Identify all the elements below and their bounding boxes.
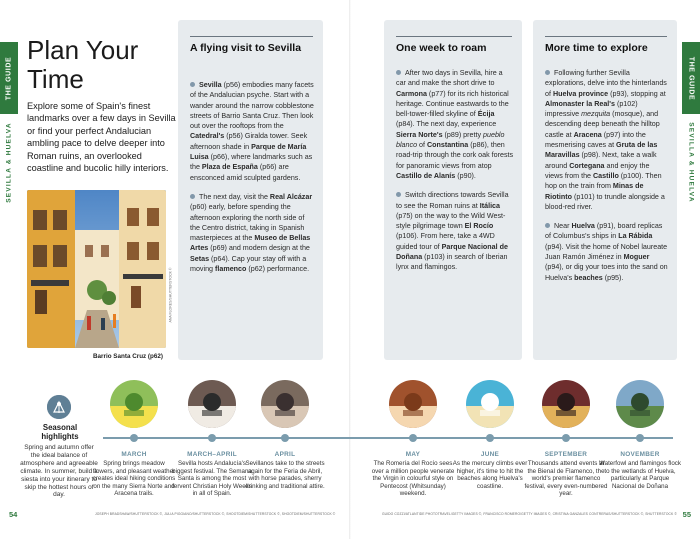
timeline-photo — [466, 380, 514, 428]
bullet-icon — [396, 70, 401, 75]
place-name: Huelva — [571, 222, 595, 231]
place-name: Huelva province — [552, 89, 609, 98]
place-name: Plaza de España — [201, 163, 258, 172]
text-run: (p89) pretty — [442, 130, 484, 139]
guide-tab-label: THE GUIDE — [5, 56, 13, 100]
timeline-photo — [616, 380, 664, 428]
panel-one-week — [384, 20, 522, 360]
timeline-photo — [542, 380, 590, 428]
bullet-icon — [545, 223, 550, 228]
guide-tab-right — [682, 42, 700, 114]
place-name: Catedral's — [190, 132, 225, 141]
seasonal-highlights-text: Spring and autumn offer the ideal balance of atmosphere and agreeable climate. In summer, build a siesta into your itinerary to skip the hottest hours of day. — [20, 444, 98, 499]
timeline-description: Sevillanos take to the streets again for the Feria de Abril, with horse parades, sherry drinking and traditional attire. — [245, 460, 325, 490]
text-run: pueblo blanco — [396, 130, 505, 150]
place-name: Écija — [477, 110, 495, 119]
street-illustration — [27, 190, 166, 348]
place-name: Aracena — [573, 130, 602, 139]
text-run: (p86), then road-trip through the cork oak forests for panoramic views from atop — [396, 141, 514, 170]
text-run: (p75) on the way to the Wild West-style pilgrimage town — [396, 211, 506, 231]
text-run: (p97) into the mesmerising caves at — [545, 130, 646, 150]
timeline-description: As the mercury climbs ever higher, it's time to hit the beaches along Huelva's coastline. — [452, 460, 528, 490]
page-number-right: 55 — [682, 510, 691, 519]
intro-text: Explore some of Spain's finest landmarks over a few days in Sevilla or find your perfect Andalucian ambling pace to delve deeper into Roman ruins, an overlooked coastline and bucolic hilly interiors. — [27, 101, 176, 174]
text-run: (p91), board replicas of Columbus's ships in — [545, 222, 663, 241]
timeline-description: Waterfowl and flamingos flock to the wetlands of Huelva, particularly at Parque Nacional de Doñana — [599, 460, 681, 490]
text-run: (p69) and modern design at the — [208, 244, 310, 253]
text-run: (p98). Next, take a walk around — [545, 151, 657, 170]
timeline-line — [103, 437, 673, 439]
panel-flying-visit — [178, 20, 323, 360]
text-run: (p102) impressive — [545, 99, 638, 119]
bullet-icon — [190, 82, 195, 87]
panel-paragraph — [190, 192, 315, 274]
text-run: Near — [554, 222, 572, 231]
text-run: (p60) early, before spending the afternoon exploring the north side of the Centro district, taking in Spanish masterpieces at the — [190, 203, 305, 243]
text-run: (p66) are ensconced amid sculpted gardens. — [190, 163, 301, 182]
place-name: Sevilla — [199, 81, 222, 89]
guide-tab-right-label: THE GUIDE — [687, 56, 695, 100]
text-run: (mosque), and descending deep beneath the hilltop castle at — [545, 110, 660, 139]
timeline-month: MAY — [405, 451, 421, 458]
timeline-photo — [188, 380, 236, 428]
photo-credits-left: JOSEPH BRADSHAW/SHUTTERSTOCK ©, JULIA PIGGIANO/SHUTTERSTOCK ©, SHOOTDIEM/SHUTTERSTOCK ©, SHOOTDIEM/SHUTTERSTOCK © — [95, 512, 336, 516]
page-number-left: 54 — [9, 510, 18, 519]
panel-heading: More time to explore — [545, 36, 667, 55]
panel-paragraph — [545, 221, 669, 283]
timeline-description: The Romería del Rocío sees over a million people venerate the Virgin in colourful style on Pentecost (Whitsunday) weekend. — [371, 460, 455, 498]
photo-credit — [167, 250, 175, 340]
text-run: (p66), where landmarks such as the — [190, 153, 313, 172]
timeline-marker — [636, 434, 644, 442]
text-run: (p93), stopping at — [608, 89, 666, 98]
place-name: Castillo — [593, 171, 619, 180]
timeline-description: Thousands attend events at the Bienal de Flamenco, the world's premier flamenco festival, every even-numbered year. — [524, 460, 608, 498]
text-run: mezquita — [581, 110, 611, 119]
sunflower-icon — [47, 395, 71, 419]
place-name: Parque de María Luisa — [190, 142, 307, 162]
region-tab-right — [684, 122, 698, 203]
place-name: Museo de Bellas Artes — [190, 234, 311, 253]
timeline-marker — [281, 434, 289, 442]
text-run: (p56) Giralda tower. Seek afternoon shade in — [190, 132, 308, 151]
timeline-month: APRIL — [274, 451, 296, 458]
timeline-photo — [389, 380, 437, 428]
panel-body — [545, 68, 669, 292]
place-name: Gruta de las Maravillas — [545, 141, 658, 160]
text-run: (p90). — [455, 171, 476, 180]
place-name: Moguer — [623, 253, 650, 262]
timeline-photo — [261, 380, 309, 428]
timeline-marker — [130, 434, 138, 442]
panel-paragraph — [396, 68, 514, 181]
timeline-description: Sevilla hosts Andalucía's biggest festival. The Semana Santa is among the most fervent Christian Holy Weeks in all of Spain. — [172, 460, 252, 498]
panel-paragraph — [545, 68, 669, 212]
text-run: The next day, visit the — [199, 192, 270, 201]
barrio-santa-cruz-photo — [27, 190, 166, 348]
page-title: Plan Your Time — [27, 35, 139, 94]
text-run: of — [417, 141, 427, 150]
place-name: beaches — [574, 273, 603, 282]
timeline-marker — [562, 434, 570, 442]
place-name: Castillo de Alanís — [396, 171, 456, 180]
place-name: El Rocío — [464, 222, 494, 231]
timeline-marker — [208, 434, 216, 442]
bullet-icon — [190, 194, 195, 199]
place-name: Carmona — [396, 89, 427, 98]
seasonal-highlights-title: Seasonal highlights — [41, 423, 79, 441]
timeline-month: MARCH–APRIL — [187, 451, 237, 458]
panel-body — [190, 80, 315, 283]
text-run: Following further Sevilla explorations, delve into the hinterlands of — [545, 69, 667, 98]
panel-heading: A flying visit to Sevilla — [190, 36, 313, 55]
region-tab — [2, 122, 16, 203]
panel-paragraph — [396, 190, 514, 272]
bullet-icon — [545, 70, 550, 75]
text-run: (p95). — [602, 273, 624, 282]
place-name: Itálica — [479, 201, 500, 210]
timeline-month: SEPTEMBER — [544, 451, 588, 458]
bullet-icon — [396, 192, 401, 197]
place-name: Cortegana — [569, 161, 605, 170]
timeline-description: Spring brings meadow flowers, and pleasant weather creates ideal hiking conditions on the many Sierra Norte and Aracena trails. — [92, 460, 176, 498]
timeline-month: JUNE — [480, 451, 500, 458]
panel-heading: One week to roam — [396, 36, 512, 55]
place-name: Constantina — [426, 141, 469, 150]
place-name: La Rábida — [618, 232, 653, 241]
text-run: (p101) to trundle alongside a blood-red river. — [545, 192, 665, 211]
panel-more-time — [533, 20, 677, 360]
timeline-marker — [409, 434, 417, 442]
text-run: (p56) embodies many facets of the Andalucian psyche. Start with a wander around the narrow cobblestone streets of Barrio Santa Cruz. Then look out over the rooftops from the — [190, 81, 314, 131]
place-name: flamenco — [215, 265, 247, 274]
place-name: Minas de Riotinto — [545, 182, 644, 201]
timeline-month: MARCH — [121, 451, 147, 458]
timeline-photo — [110, 380, 158, 428]
place-name: Real Alcázar — [269, 192, 313, 201]
place-name: Sierra Norte's — [396, 130, 443, 139]
photo-credits-right: GUIDO COZZI/ATLANTIDE PHOTOTRAVEL/GETTY IMAGES ©, FRANCISCO ROMERO/GETTY IMAGES ©, CRISTINA GANZALES CONTRERAS/SHUTTERSTOCK ©, SHUTTERSTOCK © — [382, 512, 677, 516]
region-tab-right-label: SEVILLA & HUELVA — [687, 122, 695, 203]
place-name: Parque Nacional de Doñana — [396, 242, 508, 262]
panel-paragraph — [190, 80, 315, 183]
text-run: (p100). Then hop on the train from — [545, 171, 662, 191]
region-tab-label: SEVILLA & HUELVA — [5, 122, 13, 203]
place-name: Setas — [190, 254, 210, 263]
photo-caption: Barrio Santa Cruz (p62) — [93, 353, 163, 360]
text-run: (p77) for its rich historical heritage. Continue eastwards to the bell-tower-filled skyline of — [396, 89, 509, 119]
guide-tab — [0, 42, 18, 114]
text-run: (p94), or dig your toes into the sand on Huelva's — [545, 263, 668, 282]
text-run: (p84). The next day, experience — [396, 120, 497, 129]
text-run: After two days in Sevilla, hire a car and make the short drive to — [396, 69, 503, 88]
text-run: (p62) performance. — [246, 265, 310, 274]
page-gutter — [349, 0, 351, 539]
text-run: (p103) in search of Iberian lynx and flamingos. — [396, 253, 508, 272]
timeline-marker — [486, 434, 494, 442]
timeline-month: NOVEMBER — [620, 451, 660, 458]
text-run: (p64). Cap your stay off with a moving — [190, 254, 307, 274]
place-name: Almonaster la Real's — [545, 99, 615, 108]
photo-credit-text: ANA FLORES/SHUTTERSTOCK © — [169, 267, 173, 323]
text-run: and enjoy the views from the — [545, 161, 650, 180]
text-run: (p106). From here, take a 4WD guided tour of — [396, 232, 495, 251]
panel-body — [396, 68, 514, 282]
text-run: (p94). Visit the home of Nobel laureate Juan Ramón Jiménez in — [545, 242, 668, 262]
text-run: Switch directions towards Sevilla to see the Roman ruins at — [396, 191, 509, 210]
